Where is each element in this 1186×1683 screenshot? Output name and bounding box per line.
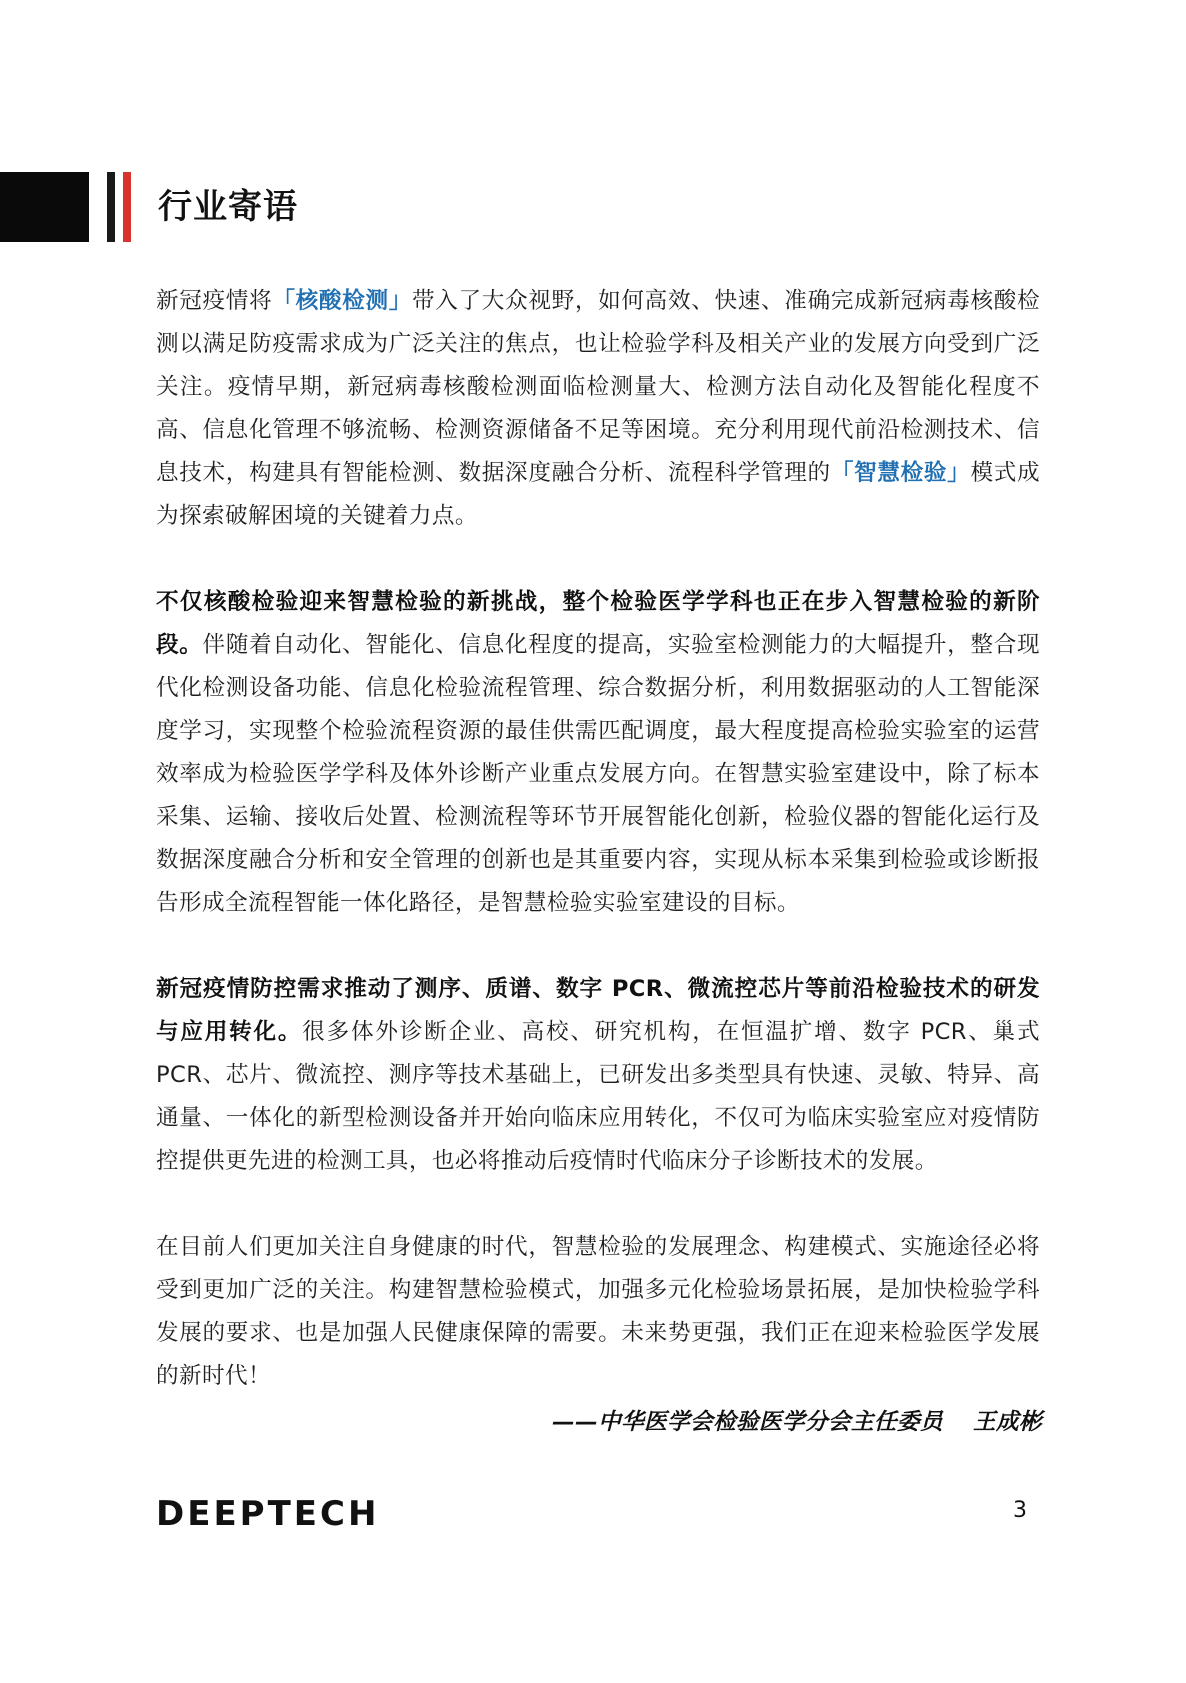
- section-title: 行业寄语: [158, 187, 298, 227]
- highlight-term-nucleic-acid-testing: 「核酸检测」: [272, 288, 412, 314]
- signature-name: 王成彬: [973, 1409, 1042, 1435]
- paragraph-2: [156, 581, 1040, 925]
- paragraph-3: [156, 968, 1040, 1183]
- highlight-term-smart-testing: 「智慧检验」: [830, 460, 971, 486]
- signature-organization: ——中华医学会检验医学分会主任委员: [552, 1409, 944, 1435]
- article-body: [156, 280, 1040, 1398]
- paragraph-4: [156, 1226, 1040, 1398]
- paragraph-text: 带入了大众视野，如何高效、快速、准确完成新冠病毒核酸检测以满足防疫需求成为广泛关注的焦点，也让检验学科及相关产业的发展方向受到广泛关注。疫情早期，新冠病毒核酸检测面临检测量大、检测方法自动化及智能化程度不高、信息化管理不够流畅、检测资源储备不足等困境。充分利用现代前沿检测技术、信息技术，构建具有智能检测、数据深度融合分析、流程科学管理的: [156, 288, 1040, 486]
- paragraph-text: 伴随着自动化、智能化、信息化程度的提高，实验室检测能力的大幅提升，整合现代化检测设备功能、信息化检验流程管理、综合数据分析，利用数据驱动的人工智能深度学习，实现整个检验流程资源的最佳供需匹配调度，最大程度提高检验实验室的运营效率成为检验医学学科及体外诊断产业重点发展方向。在智慧实验室建设中，除了标本采集、运输、接收后处置、检测流程等环节开展智能化创新，检验仪器的智能化运行及数据深度融合分析和安全管理的创新也是其重要内容，实现从标本采集到检验或诊断报告形成全流程智能一体化路径，是智慧检验实验室建设的目标。: [156, 632, 1040, 916]
- paragraph-text: 新冠疫情将: [156, 288, 273, 314]
- paragraph-lead-bold: 新冠疫情防控需求推动了测序、质谱、数字 PCR、微流控芯片等前沿检验技术的研发与应用转化。: [156, 976, 1040, 1045]
- header-black-block: [0, 172, 89, 242]
- paragraph-text: 模式成为探索破解困境的关键着力点。: [156, 460, 1040, 529]
- header-red-bar: [123, 172, 131, 242]
- signature: [552, 1404, 1042, 1436]
- paragraph-text: 很多体外诊断企业、高校、研究机构，在恒温扩增、数字 PCR、巢式PCR、芯片、微流控、测序等技术基础上，已研发出多类型具有快速、灵敏、特异、高通量、一体化的新型检测设备并开始向临床应用转化，不仅可为临床实验室应对疫情防控提供更先进的检测工具，也必将推动后疫情时代临床分子诊断技术的发展。: [156, 1019, 1040, 1174]
- deeptech-logo: DEEPTECH: [156, 1494, 380, 1534]
- paragraph-1: [156, 280, 1040, 538]
- paragraph-lead-bold: 不仅核酸检验迎来智慧检验的新挑战，整个检验医学学科也正在步入智慧检验的新阶段。: [156, 589, 1040, 658]
- page-number: 3: [1013, 1498, 1027, 1523]
- paragraph-text: 在目前人们更加关注自身健康的时代，智慧检验的发展理念、构建模式、实施途径必将受到更加广泛的关注。构建智慧检验模式，加强多元化检验场景拓展，是加快检验学科发展的要求、也是加强人民健康保障的需要。未来势更强，我们正在迎来检验医学发展的新时代！: [156, 1234, 1040, 1389]
- header-dark-bar: [107, 172, 115, 242]
